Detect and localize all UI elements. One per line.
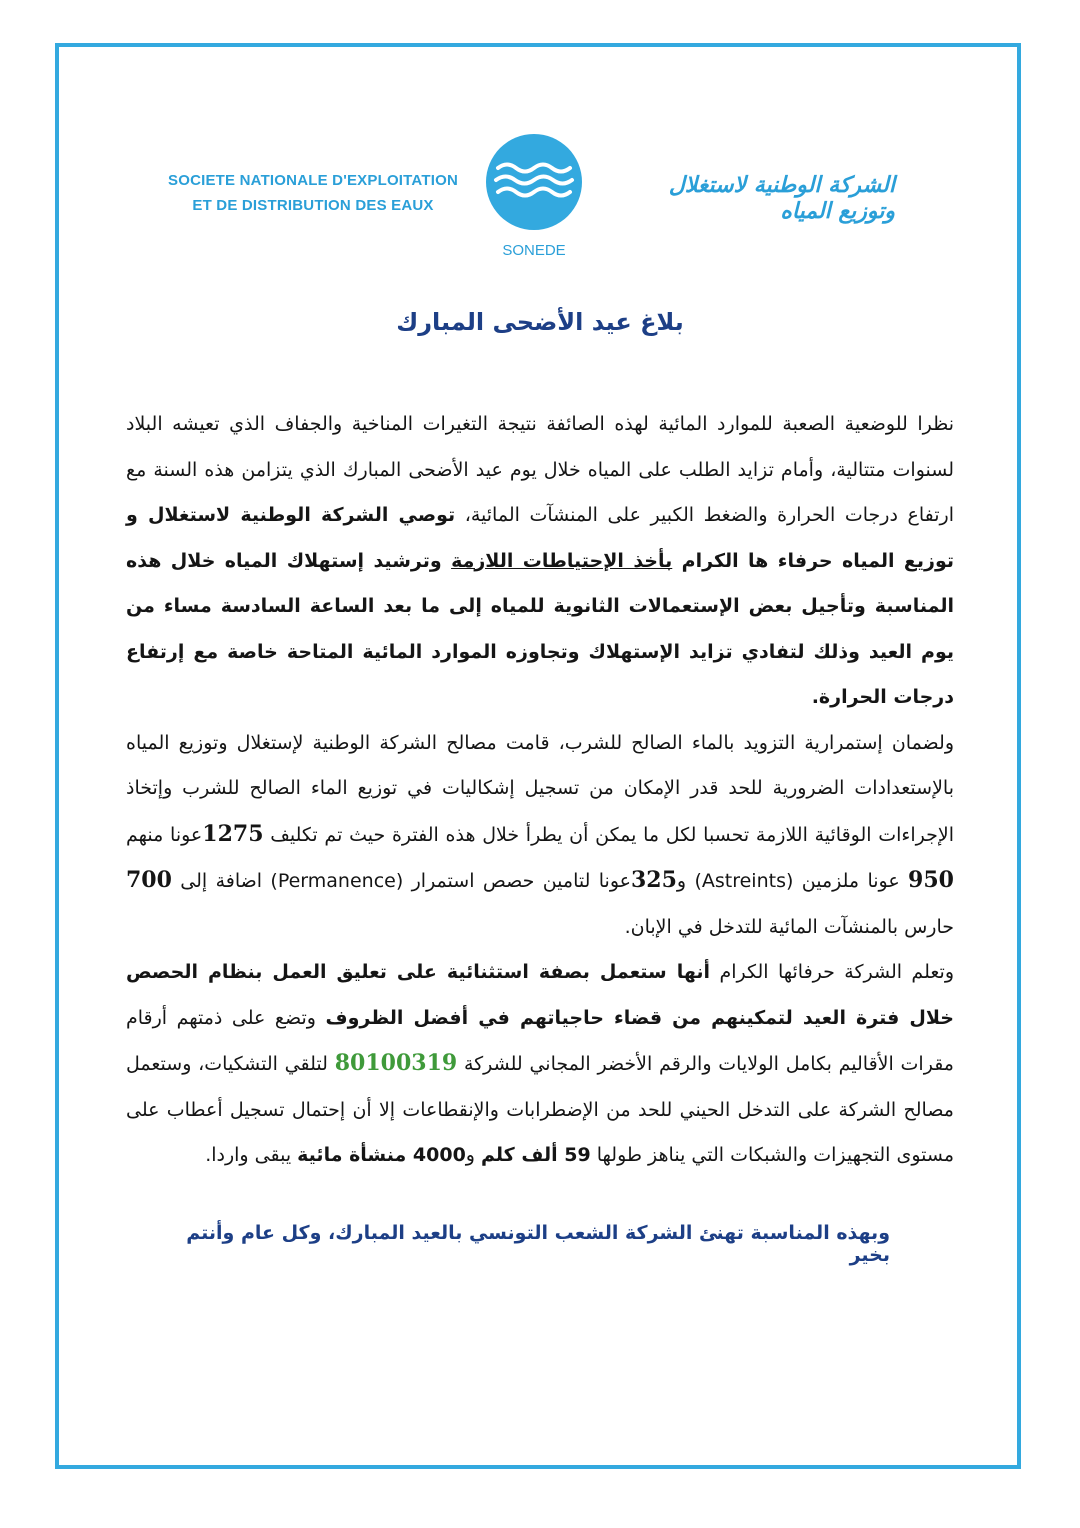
announcement-body (126, 402, 954, 1179)
p3-text-2: وتضع على ذمتهم أرقام مقرات الأقاليم بكامل الولايات والرقم الأخضر المجاني للشركة (126, 1006, 954, 1075)
p3-text-5: يبقى واردا. (205, 1144, 298, 1166)
agents-total: 1275 (202, 820, 264, 847)
p1-bold: توصي الشركة الوطنية لاستغلال و توزيع المياه حرفاء ها الكرام (126, 504, 954, 572)
p2-text-4: عونا لتامين حصص استمرار (Permanence) اضافة إلى (171, 870, 631, 892)
p3-text-4: و (465, 1144, 482, 1166)
facilities-count: 4000 منشأة مائية (297, 1144, 466, 1166)
paragraph-1 (126, 402, 954, 721)
p3-text-1: وتعلم الشركة حرفائها الكرام (710, 961, 954, 983)
agents-astreints: 950 (908, 867, 954, 893)
org-name-french-line2: ET DE DISTRIBUTION DES EAUX (192, 197, 434, 214)
logo-name: SONEDE (502, 242, 566, 259)
water-waves-icon (484, 130, 584, 240)
p1-text: نظرا للوضعية الصعبة للموارد المائية لهذه الصائفة نتيجة التغيرات المناخية والجفاف الذي تعيشه البلاد لسنوات متتالية، وأمام تزايد الطلب على المياه خلال يوم عيد الأضحى المبارك الذي يتزامن هذه السنة مع ارتفاع درجات الحرارة والضغط الكبير على المنشآت المائية، (126, 413, 954, 526)
p3-bold: أنها ستعمل بصفة استثنائية على تعليق العمل بنظام الحصص خلال فترة العيد لتمكينهم من قضاء حاجياتهم في أفضل الظروف (126, 961, 954, 1029)
green-number: 80100319 (334, 1050, 458, 1076)
p2-text-5: حارس بالمنشآت المائية للتدخل في الإبان. (624, 915, 954, 938)
closing-greeting: وبهذه المناسبة تهنئ الشركة الشعب التونسي بالعيد المبارك، وكل عام وأنتم بخير (186, 1222, 890, 1266)
guards-count: 700 (126, 867, 172, 893)
page-title: بلاغ عيد الأضحى المبارك (396, 308, 684, 336)
p1-underlined: بأخذ الإحتياطات اللازمة (451, 549, 673, 572)
sonede-logo (484, 130, 584, 265)
p2-text-1: ولضمان إستمرارية التزويد بالماء الصالح للشرب، قامت مصالح الشركة الوطنية لإستغلال وتوزيع المياه بالإستعدادات الضرورية للحد قدر الإمكان من تسجيل إشكاليات في توزيع الماء الصالح للشرب وإتخاذ الإجراءات الوقائية اللازمة تحسبا لكل ما يمكن أن يطرأ خلال هذه الفترة حيث تم تكليف (126, 731, 954, 846)
paragraph-2 (126, 721, 954, 951)
network-length: 59 ألف كلم (481, 1144, 591, 1166)
p3-text-3: لتلقي التشكيات، وستعمل مصالح الشركة على التدخل الحيني للحد من الإضطرابات والإنقطاعات إلا أن إحتمال تسجيل أعطاب على مستوى التجهيزات والشبكات التي يناهز طولها (126, 1053, 954, 1166)
p1-bold-2: وترشيد إستهلاك المياه خلال هذه المناسبة وتأجيل بعض الإستعمالات الثانوية للمياه إلى ما بعد الساعة السادسة مساء من يوم العيد وذلك لتفادي تزايد الإستهلاك وتجاوزه الموارد المائية المتاحة خاصة مع إرتفاع درجات الحرارة. (126, 549, 954, 708)
paragraph-3 (126, 950, 954, 1179)
org-name-french-line1: SOCIETE NATIONALE D'EXPLOITATION (168, 172, 458, 189)
p2-text-3: عونا ملزمين (Astreints) و (676, 870, 909, 892)
agents-permanence: 325 (630, 867, 677, 893)
org-name-arabic: الشركة الوطنية لاستغلال وتوزيع المياه (668, 172, 895, 224)
p2-text-2: عونا منهم (126, 823, 203, 846)
org-name-french (168, 168, 458, 218)
